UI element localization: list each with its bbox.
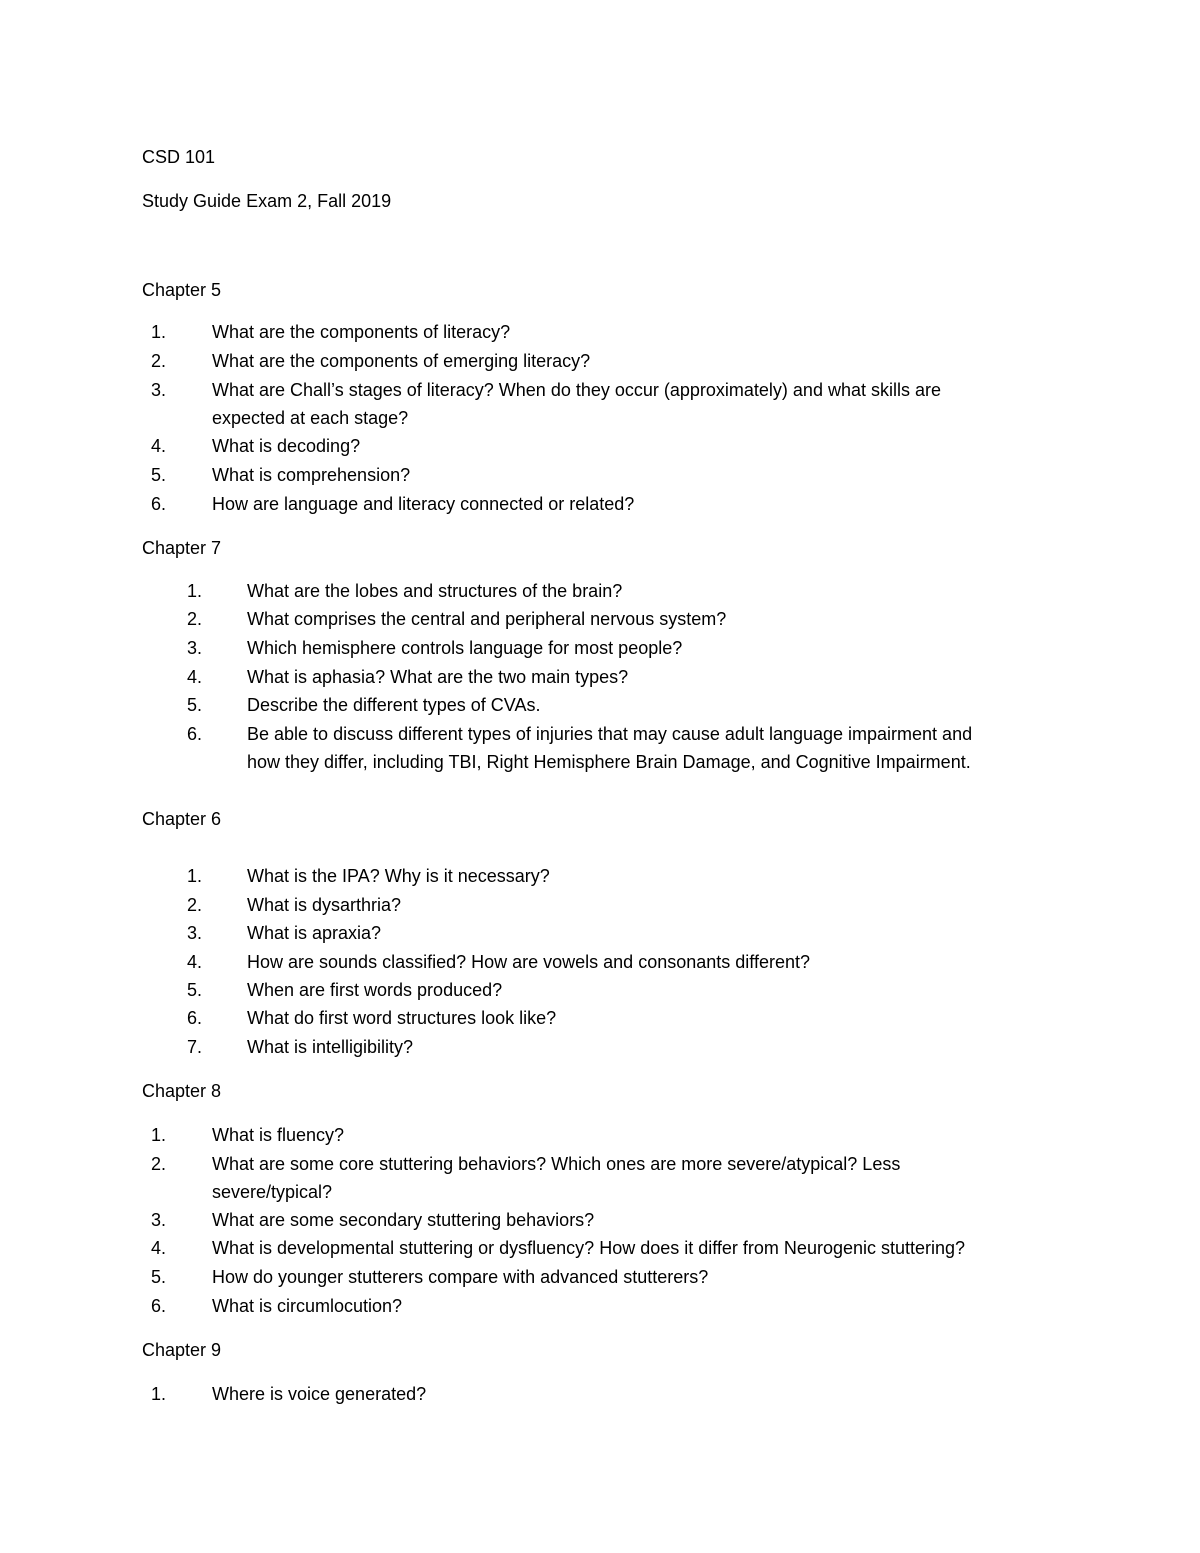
question-text: Describe the different types of CVAs. [247,695,541,715]
chapter-heading: Chapter 8 [142,1081,222,1101]
document-subtitle: Study Guide Exam 2, Fall 2019 [142,191,392,211]
question-text: expected at each stage? [212,408,409,428]
question-number: 1. [186,581,202,601]
question-number: 3. [150,1210,166,1230]
question-number: 6. [186,1008,202,1028]
chapter-heading: Chapter 9 [142,1340,222,1360]
question-number: 7. [186,1037,202,1057]
question-text: How are sounds classified? How are vowels and consonants different? [247,952,810,972]
question-number: 4. [150,1238,166,1258]
question-number: 2. [150,1154,166,1174]
question-number: 6. [186,724,202,744]
question-number: 2. [186,895,202,915]
question-number: 5. [150,1267,166,1287]
question-text: severe/typical? [212,1182,333,1202]
question-text: What is intelligibility? [247,1037,414,1057]
question-text: What is fluency? [212,1125,345,1145]
question-number: 4. [150,436,166,456]
course-title: CSD 101 [142,147,216,167]
question-text: How do younger stutterers compare with advanced stutterers? [212,1267,709,1287]
question-number: 3. [186,923,202,943]
question-number: 3. [186,638,202,658]
question-text: What is developmental stuttering or dysfluency? How does it differ from Neurogenic stuttering? [212,1238,966,1258]
question-number: 3. [150,380,166,400]
chapter-heading: Chapter 7 [142,538,222,558]
question-number: 4. [186,667,202,687]
question-text: What is aphasia? What are the two main types? [247,667,629,687]
question-text: What do first word structures look like? [247,1008,557,1028]
question-number: 5. [186,980,202,1000]
question-text: What are some secondary stuttering behaviors? [212,1210,595,1230]
question-number: 4. [186,952,202,972]
question-text: What comprises the central and peripheral nervous system? [247,609,727,629]
question-number: 1. [186,866,202,886]
question-number: 2. [186,609,202,629]
question-text: What are the components of literacy? [212,322,511,342]
question-number: 1. [150,322,166,342]
question-number: 1. [150,1125,166,1145]
question-text: What are Chall’s stages of literacy? When do they occur (approximately) and what skills are [212,380,941,400]
chapter-heading: Chapter 5 [142,280,222,300]
question-text: What are some core stuttering behaviors? Which ones are more severe/atypical? Less [212,1154,901,1174]
question-text: What are the components of emerging literacy? [212,351,591,371]
question-text: What is apraxia? [247,923,382,943]
question-text: What is dysarthria? [247,895,402,915]
question-text: When are first words produced? [247,980,503,1000]
question-text: how they differ, including TBI, Right Hemisphere Brain Damage, and Cognitive Impairment. [247,752,971,772]
question-text: What is the IPA? Why is it necessary? [247,866,550,886]
question-number: 6. [150,494,166,514]
question-text: What is circumlocution? [212,1296,403,1316]
question-text: Where is voice generated? [212,1384,427,1404]
question-text: What is comprehension? [212,465,411,485]
question-number: 6. [150,1296,166,1316]
chapter-heading: Chapter 6 [142,809,222,829]
question-text: Be able to discuss different types of injuries that may cause adult language impairment and [247,724,973,744]
question-number: 1. [150,1384,166,1404]
question-number: 5. [186,695,202,715]
question-text: Which hemisphere controls language for most people? [247,638,683,658]
question-number: 2. [150,351,166,371]
question-text: How are language and literacy connected or related? [212,494,635,514]
question-text: What are the lobes and structures of the brain? [247,581,623,601]
question-number: 5. [150,465,166,485]
question-text: What is decoding? [212,436,361,456]
